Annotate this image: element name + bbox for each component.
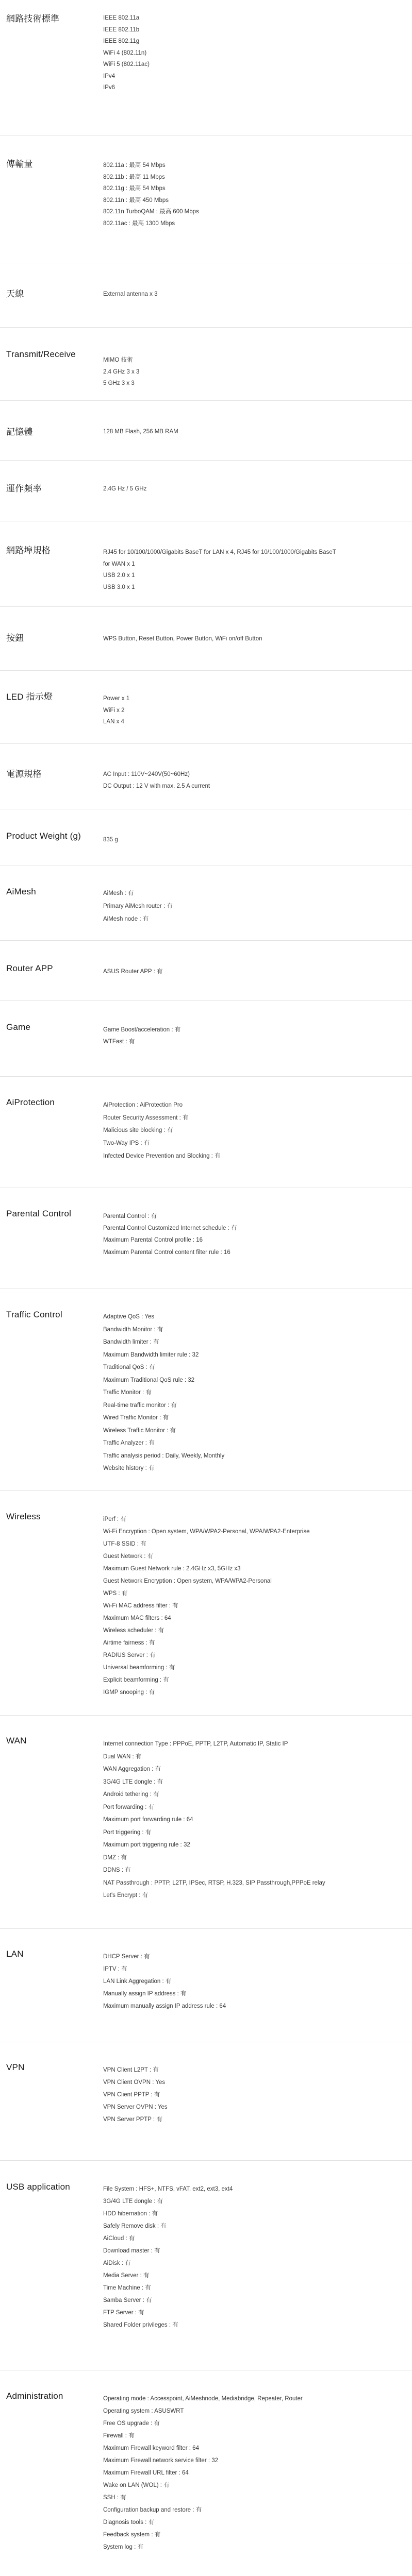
spec-value: Feedback system : 有 <box>103 2532 161 2538</box>
spec-value: 802.11g : 最高 54 Mbps <box>103 185 166 192</box>
spec-value: Maximum Bandwidth limiter rule : 32 <box>103 1351 199 1358</box>
spec-value: for WAN x 1 <box>103 561 135 567</box>
spec-value: LAN x 4 <box>103 719 124 725</box>
spec-value: Internet connection Type : PPPoE, PPTP, L2TP, Automatic IP, Static IP <box>103 1741 288 1747</box>
spec-value: Bandwidth Monitor : 有 <box>103 1326 163 1333</box>
spec-value: Power x 1 <box>103 696 130 702</box>
spec-value: Real-time traffic monitor : 有 <box>103 1402 177 1409</box>
spec-value: Wi-Fi Encryption : Open system, WPA/WPA2-Personal, WPA/WPA2-Enterprise <box>103 1529 310 1535</box>
spec-value: Manually assign IP address : 有 <box>103 1991 187 1997</box>
spec-value: Samba Server : 有 <box>103 2297 152 2303</box>
spec-row <box>0 521 412 607</box>
spec-label: Parental Control <box>6 1209 72 1218</box>
spec-value: File System : HFS+, NTFS, vFAT, ext2, ext3, ext4 <box>103 2186 233 2192</box>
spec-value: Guest Network Encryption : Open system, WPA/WPA2-Personal <box>103 1578 272 1584</box>
spec-value: Dual WAN : 有 <box>103 1753 142 1760</box>
spec-value: IPv6 <box>103 84 116 91</box>
spec-value: Safely Remove disk : 有 <box>103 2223 167 2229</box>
spec-value: iPerf : 有 <box>103 1516 126 1522</box>
spec-value: 5 GHz 3 x 3 <box>103 380 135 386</box>
spec-value: IGMP snooping : 有 <box>103 1689 155 1696</box>
spec-row <box>0 1929 412 2042</box>
spec-value: NAT Passthrough : PPTP, L2TP, IPSec, RTSP, H.323, SIP Passthrough,PPPoE relay <box>103 1879 325 1886</box>
spec-value: VPN Client L2PT : 有 <box>103 2067 159 2073</box>
spec-value: Maximum manually assign IP address rule : 64 <box>103 2003 226 2009</box>
spec-value: External antenna x 3 <box>103 291 158 297</box>
spec-value: VPN Client OVPN : Yes <box>103 2079 166 2086</box>
spec-value: WAN Aggregation : 有 <box>103 1766 161 1772</box>
spec-row <box>0 744 412 809</box>
spec-row <box>0 461 412 521</box>
spec-row <box>0 401 412 461</box>
spec-label: AiMesh <box>6 887 36 896</box>
spec-value: AC Input : 110V~240V(50~60Hz) <box>103 771 190 777</box>
spec-value: VPN Client PPTP : 有 <box>103 2092 160 2098</box>
spec-value: SSH : 有 <box>103 2495 126 2501</box>
spec-value: DDNS : 有 <box>103 1867 131 1873</box>
spec-value: Wake on LAN (WOL) : 有 <box>103 2482 170 2488</box>
spec-value: Wireless scheduler : 有 <box>103 1628 164 1634</box>
spec-value: System log : 有 <box>103 2544 143 2550</box>
spec-label: LAN <box>6 1949 24 1959</box>
spec-label: Router APP <box>6 963 53 973</box>
spec-value: AiProtection : AiProtection Pro <box>103 1102 183 1108</box>
spec-row <box>0 1001 412 1077</box>
spec-value: WPS Button, Reset Button, Power Button, WiFi on/off Button <box>103 636 262 642</box>
spec-value: Malicious site blocking : 有 <box>103 1127 173 1134</box>
spec-value: Maximum MAC filters : 64 <box>103 1615 171 1621</box>
spec-value: 128 MB Flash, 256 MB RAM <box>103 429 178 435</box>
spec-label: 網路技術標準 <box>6 14 60 24</box>
spec-value: 802.11n TurboQAM : 最高 600 Mbps <box>103 209 199 215</box>
spec-row <box>0 866 412 941</box>
spec-row <box>0 671 412 744</box>
spec-value: Wi-Fi MAC address filter : 有 <box>103 1603 178 1609</box>
spec-row <box>0 1077 412 1188</box>
spec-row <box>0 1188 412 1289</box>
spec-value: WiFi 5 (802.11ac) <box>103 61 150 67</box>
spec-row <box>0 1716 412 1929</box>
spec-row <box>0 2042 412 2161</box>
spec-value: Maximum Firewall network service filter : 32 <box>103 2458 219 2464</box>
spec-label: Traffic Control <box>6 1310 62 1319</box>
spec-value: VPN Server OVPN : Yes <box>103 2104 168 2110</box>
spec-value: Operating system : ASUSWRT <box>103 2408 184 2414</box>
spec-label: 傳輸量 <box>6 159 33 169</box>
spec-value: Operating mode : Accesspoint, AiMeshnode, Mediabridge, Repeater, Router <box>103 2396 303 2402</box>
spec-value: Maximum port forwarding rule : 64 <box>103 1817 193 1823</box>
spec-value: 802.11ac : 最高 1300 Mbps <box>103 220 175 227</box>
spec-value: Diagnosis tools : 有 <box>103 2519 155 2526</box>
spec-value: USB 3.0 x 1 <box>103 584 135 590</box>
spec-label: Game <box>6 1022 31 1032</box>
spec-value: Maximum Parental Control profile : 16 <box>103 1237 203 1244</box>
spec-value: LAN Link Aggregation : 有 <box>103 1978 172 1985</box>
spec-value: Website history : 有 <box>103 1465 155 1471</box>
spec-label: 網路埠規格 <box>6 546 51 555</box>
spec-value: DMZ : 有 <box>103 1854 127 1861</box>
spec-value: Maximum Firewall keyword filter : 64 <box>103 2445 199 2451</box>
spec-value: WTFast : 有 <box>103 1038 135 1045</box>
spec-label: Wireless <box>6 1512 41 1521</box>
spec-label: 按鈕 <box>6 633 24 643</box>
spec-row <box>0 2161 412 2370</box>
spec-label: 記憶體 <box>6 427 33 437</box>
spec-value: IEEE 802.11a <box>103 15 140 21</box>
spec-value: Port triggering : 有 <box>103 1829 152 1836</box>
spec-value: Maximum Traditional QoS rule : 32 <box>103 1377 195 1383</box>
spec-label: Transmit/Receive <box>6 349 76 359</box>
spec-value: Universal beamforming : 有 <box>103 1665 175 1671</box>
spec-value: VPN Server PPTP : 有 <box>103 2116 162 2123</box>
spec-label: AiProtection <box>6 1097 55 1107</box>
spec-value: Firewall : 有 <box>103 2433 135 2439</box>
spec-value: Router Security Assessment : 有 <box>103 1114 189 1121</box>
spec-value: AiCloud : 有 <box>103 2235 135 2242</box>
spec-value: Parental Control : 有 <box>103 1213 157 1219</box>
spec-value: RJ45 for 10/100/1000/Gigabits BaseT for LAN x 4, RJ45 for 10/100/1000/Gigabits BaseT <box>103 549 336 555</box>
spec-value: Explicit beamforming : 有 <box>103 1677 169 1683</box>
spec-label: WAN <box>6 1736 27 1745</box>
spec-label: USB application <box>6 2182 70 2192</box>
spec-value: Infected Device Prevention and Blocking : 有 <box>103 1153 221 1159</box>
spec-value: Airtime fairness : 有 <box>103 1640 155 1646</box>
spec-value: HDD hibernation : 有 <box>103 2211 158 2217</box>
spec-value: RADIUS Server : 有 <box>103 1652 156 1658</box>
spec-value: Parental Control Customized Internet schedule : 有 <box>103 1225 237 1232</box>
spec-value: 802.11n : 最高 450 Mbps <box>103 197 169 204</box>
spec-value: Android tethering : 有 <box>103 1791 159 1798</box>
spec-value: Download master : 有 <box>103 2248 160 2254</box>
spec-value: Shared Folder privileges : 有 <box>103 2322 178 2328</box>
spec-value: Time Machine : 有 <box>103 2285 151 2291</box>
spec-value: IPTV : 有 <box>103 1966 127 1972</box>
spec-value: Game Boost/acceleration : 有 <box>103 1027 181 1033</box>
spec-row <box>0 1289 412 1491</box>
spec-value: IEEE 802.11g <box>103 38 140 44</box>
spec-value: Traffic Monitor : 有 <box>103 1389 152 1396</box>
spec-label: Product Weight (g) <box>6 831 81 841</box>
spec-value: Free OS upgrade : 有 <box>103 2420 160 2427</box>
spec-value: Traditional QoS : 有 <box>103 1364 155 1370</box>
spec-label: Administration <box>6 2391 63 2401</box>
spec-value: Maximum Guest Network rule : 2.4GHz x3, 5GHz x3 <box>103 1566 241 1572</box>
spec-value: WiFi x 2 <box>103 707 125 714</box>
spec-value: 3G/4G LTE dongle : 有 <box>103 1778 163 1785</box>
spec-value: Let's Encrypt : 有 <box>103 1892 149 1899</box>
spec-value: Bandwidth limiter : 有 <box>103 1339 159 1345</box>
spec-value: AiMesh node : 有 <box>103 916 149 922</box>
spec-row <box>0 2370 412 2576</box>
spec-label: VPN <box>6 2062 25 2072</box>
spec-value: ASUS Router APP : 有 <box>103 969 163 975</box>
spec-value: DHCP Server : 有 <box>103 1954 150 1960</box>
spec-value: Wired Traffic Monitor : 有 <box>103 1415 169 1421</box>
spec-value: AiMesh : 有 <box>103 890 134 896</box>
spec-value: USB 2.0 x 1 <box>103 572 135 579</box>
spec-row <box>0 607 412 671</box>
spec-row <box>0 136 412 263</box>
spec-row <box>0 1491 412 1716</box>
spec-label: LED 指示燈 <box>6 692 53 702</box>
spec-value: Port forwarding : 有 <box>103 1804 155 1810</box>
spec-value: Primary AiMesh router : 有 <box>103 903 173 909</box>
spec-value: FTP Server : 有 <box>103 2310 144 2316</box>
spec-value: IPv4 <box>103 73 116 79</box>
spec-label: 天線 <box>6 289 24 299</box>
spec-row <box>0 941 412 1001</box>
spec-value: Maximum Parental Control content filter rule : 16 <box>103 1249 230 1256</box>
spec-value: WiFi 4 (802.11n) <box>103 49 147 56</box>
spec-value: 3G/4G LTE dongle : 有 <box>103 2198 163 2205</box>
spec-value: 802.11a : 最高 54 Mbps <box>103 162 166 168</box>
spec-value: Maximum Firewall URL filter : 64 <box>103 2470 189 2476</box>
spec-row <box>0 0 412 136</box>
spec-value: Adaptive QoS : Yes <box>103 1314 155 1320</box>
spec-value: 2.4G Hz / 5 GHz <box>103 486 147 492</box>
spec-value: Wireless Traffic Monitor : 有 <box>103 1427 176 1434</box>
spec-label: 電源規格 <box>6 769 42 779</box>
spec-value: Media Server : 有 <box>103 2273 150 2279</box>
spec-value: WPS : 有 <box>103 1590 128 1597</box>
spec-value: 802.11b : 最高 11 Mbps <box>103 174 165 180</box>
spec-value: AiDisk : 有 <box>103 2260 131 2266</box>
spec-value: Maximum port triggering rule : 32 <box>103 1842 190 1848</box>
spec-value: 2.4 GHz 3 x 3 <box>103 368 140 375</box>
spec-value: Guest Network : 有 <box>103 1553 154 1560</box>
spec-value: Configuration backup and restore : 有 <box>103 2507 202 2513</box>
spec-row <box>0 328 412 401</box>
spec-value: Two-Way IPS : 有 <box>103 1140 150 1147</box>
spec-row <box>0 263 412 328</box>
spec-label: 運作頻率 <box>6 484 42 494</box>
spec-value: DC Output : 12 V with max. 2.5 A current <box>103 783 210 789</box>
spec-value: 835 g <box>103 837 118 843</box>
spec-value: MIMO 技術 <box>103 357 133 363</box>
spec-value: Traffic analysis period : Daily, Weekly, Monthly <box>103 1452 225 1459</box>
spec-value: IEEE 802.11b <box>103 26 140 33</box>
spec-row <box>0 809 412 866</box>
spec-value: UTF-8 SSID : 有 <box>103 1541 146 1547</box>
spec-value: Traffic Analyzer : 有 <box>103 1440 155 1446</box>
